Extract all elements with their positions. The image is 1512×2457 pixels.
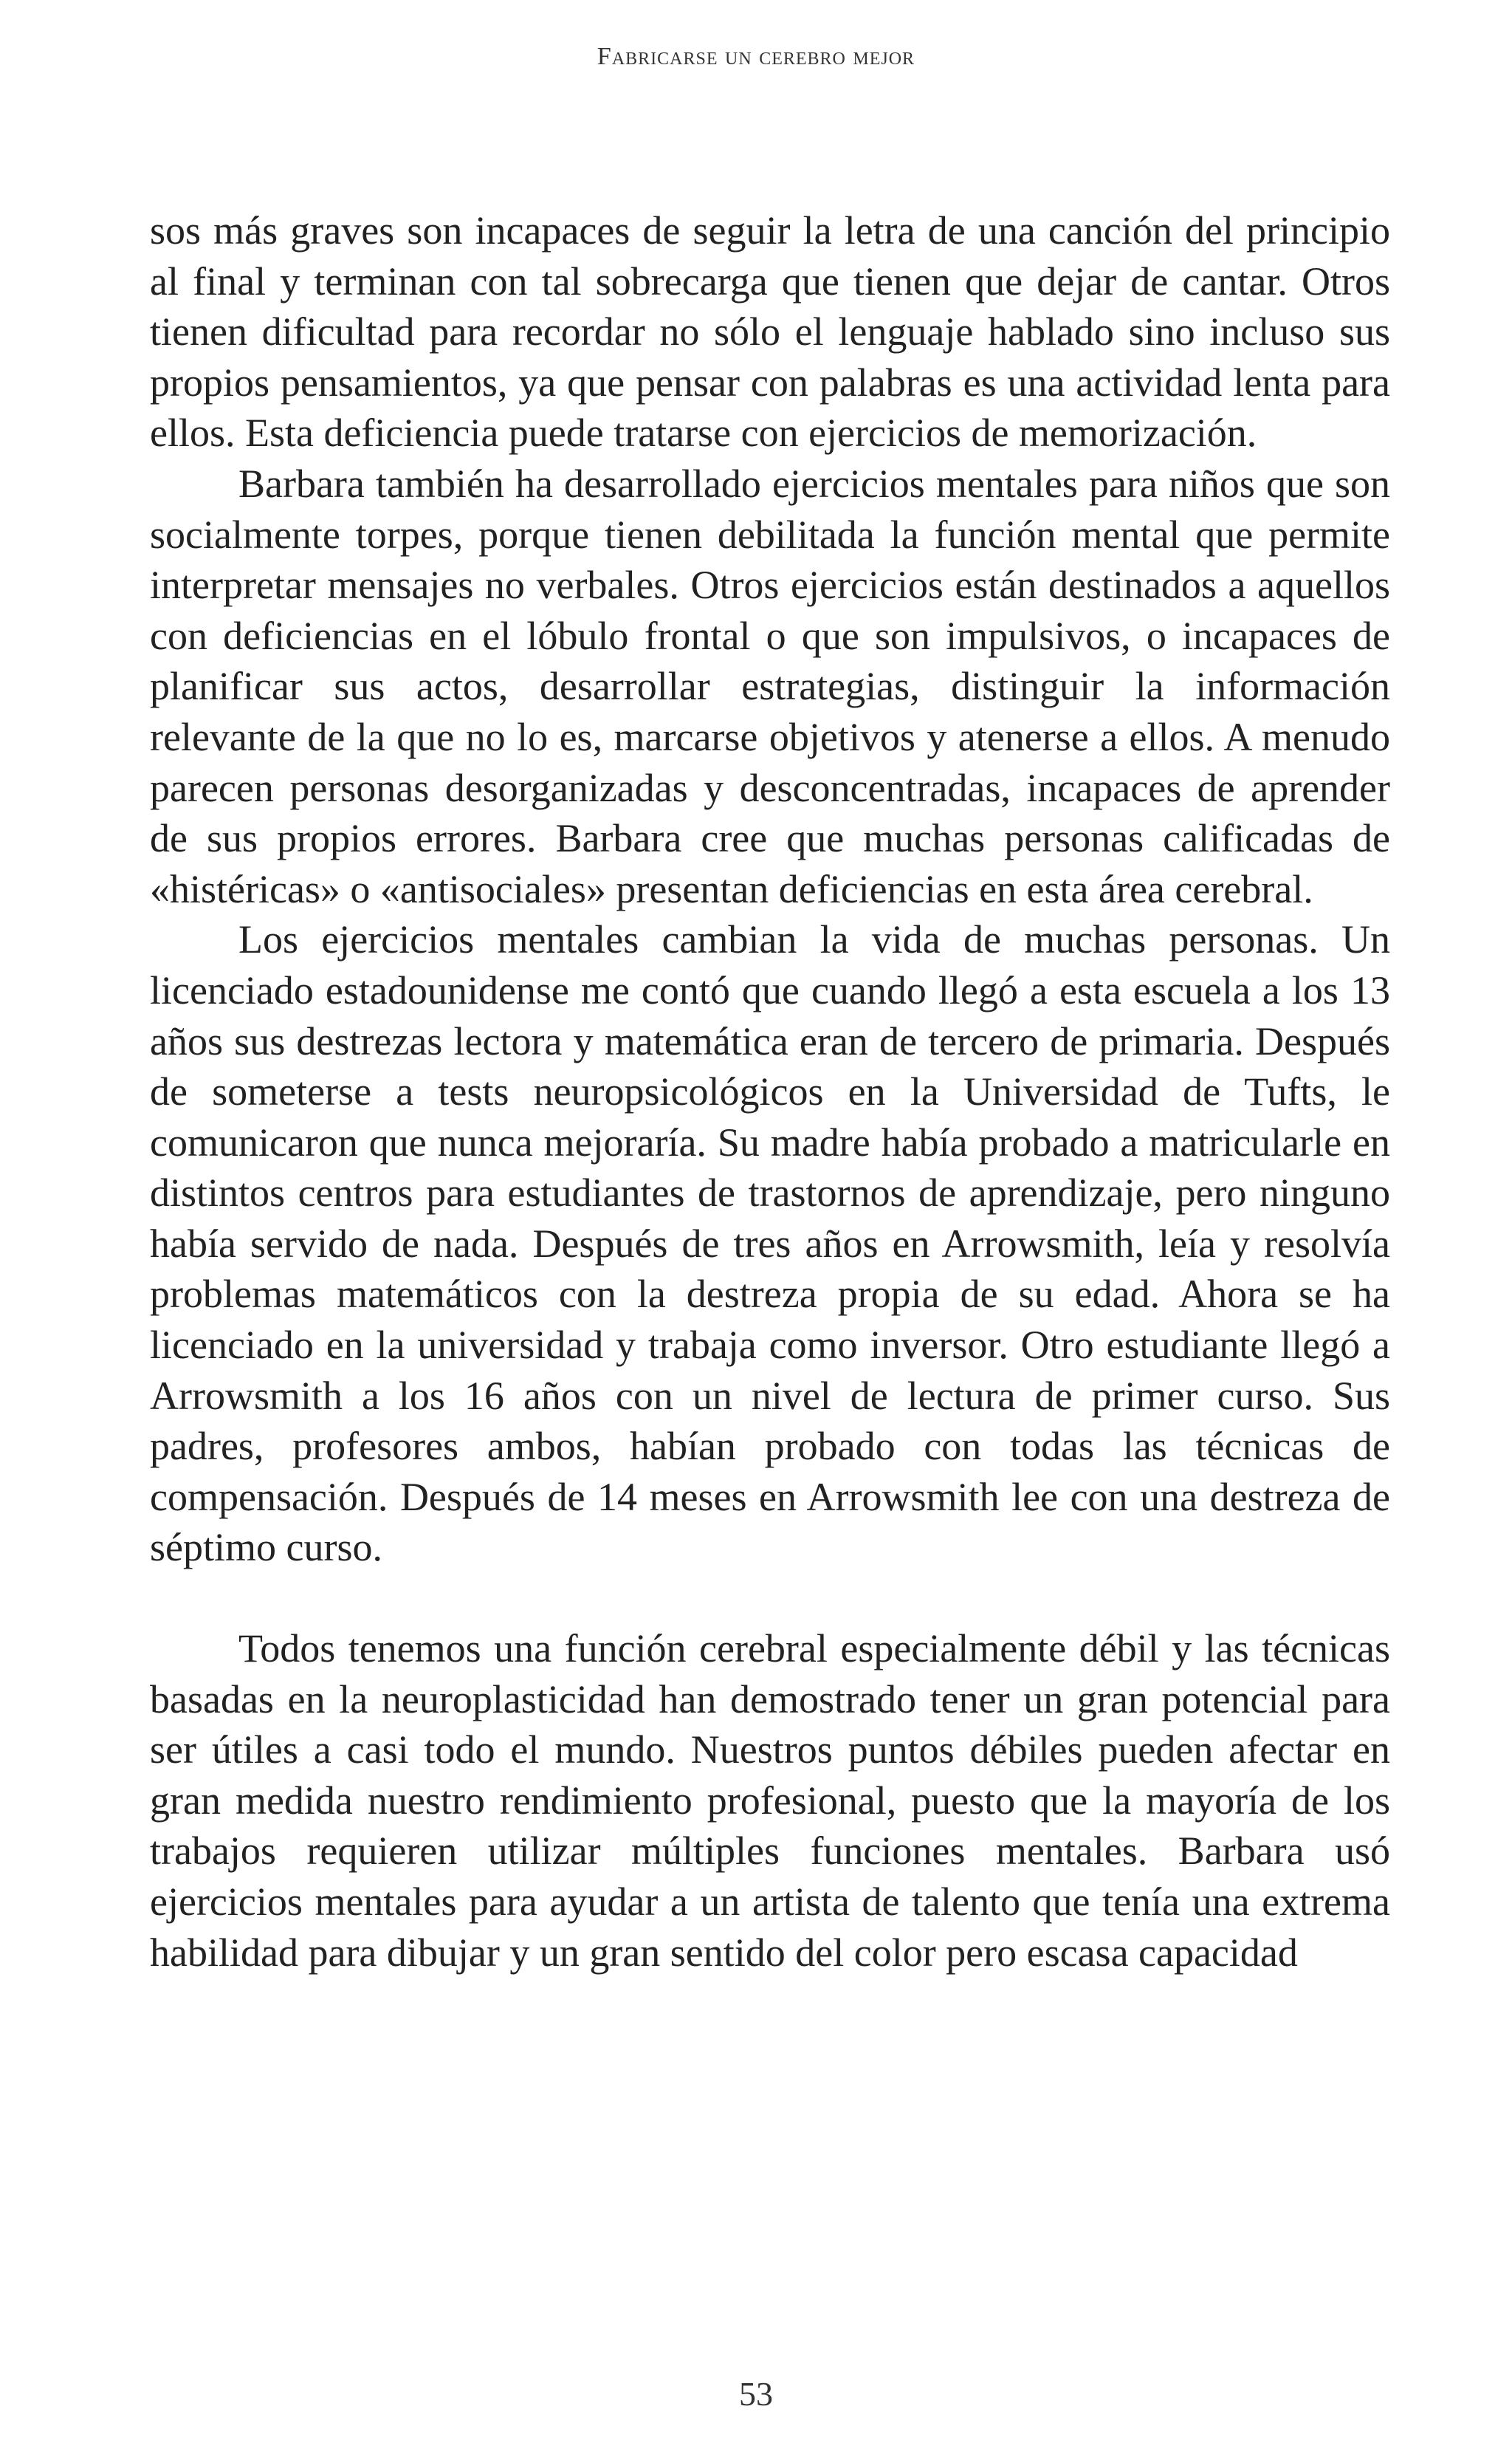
paragraph-continued: sos más graves son incapaces de seguir la letra de una canción del principio al final y terminan con tal sobrecarga que tienen que dejar de cantar. Otros tienen dificultad para recordar no sólo el lenguaje hablado sino incluso sus propios pensamientos, ya que pensar con palabras es una actividad lenta para ellos. Esta deficiencia puede tratarse con ejercicios de memorización.	[150, 208, 1390, 456]
body-text	[150, 205, 1390, 1978]
paragraph-section-start: Todos tenemos una función cerebral especialmente débil y las técnicas basadas en la neuroplasticidad han demostrado tener un gran potencial para ser útiles a casi todo el mundo. Nuestros puntos débiles pueden afectar en gran medida nuestro rendimiento profesional, puesto que la mayoría de los trabajos requieren utilizar múltiples funciones mentales. Barbara usó ejercicios mentales para ayudar a un artista de talento que tenía una extrema habilidad para dibujar y un gran sentido del color pero escasa capacidad	[150, 1626, 1390, 1975]
page-number: 53	[739, 2375, 773, 2413]
paragraph: Barbara también ha desarrollado ejercicios mentales para niños que son socialmente torpes, porque tienen debilitada la función mental que permite interpretar mensajes no verbales. Otros ejercicios están destinados a aquellos con deficiencias en el lóbulo frontal o que son impulsivos, o incapaces de planificar sus actos, desarrollar estrategias, distinguir la información relevante de la que no lo es, marcarse objetivos y atenerse a ellos. A menudo parecen personas desorganizadas y desconcentradas, incapaces de aprender de sus propios errores. Barbara cree que muchas personas calificadas de «histéricas» o «antisociales» presentan deficiencias en esta área cerebral.	[150, 461, 1390, 911]
running-head: Fabricarse un cerebro mejor	[597, 43, 915, 70]
paragraph: Los ejercicios mentales cambian la vida de muchas personas. Un licenciado estadounidense me contó que cuando llegó a esta escuela a los 13 años sus destrezas lectora y matemática eran de tercero de primaria. Después de someterse a tests neuropsicológicos en la Universidad de Tufts, le comunicaron que nunca mejoraría. Su madre había probado a matricularle en distintos centros para estudiantes de trastornos de aprendizaje, pero ninguno había servido de nada. Después de tres años en Arrowsmith, leía y resolvía problemas matemáticos con la destreza propia de su edad. Ahora se ha licenciado en la universidad y trabaja como inversor. Otro estudiante llegó a Arrowsmith a los 16 años con un nivel de lectura de primer curso. Sus padres, profesores ambos, habían probado con todas las técnicas de compensación. Después de 14 meses en Arrowsmith lee con una destreza de séptimo curso.	[150, 917, 1390, 1570]
